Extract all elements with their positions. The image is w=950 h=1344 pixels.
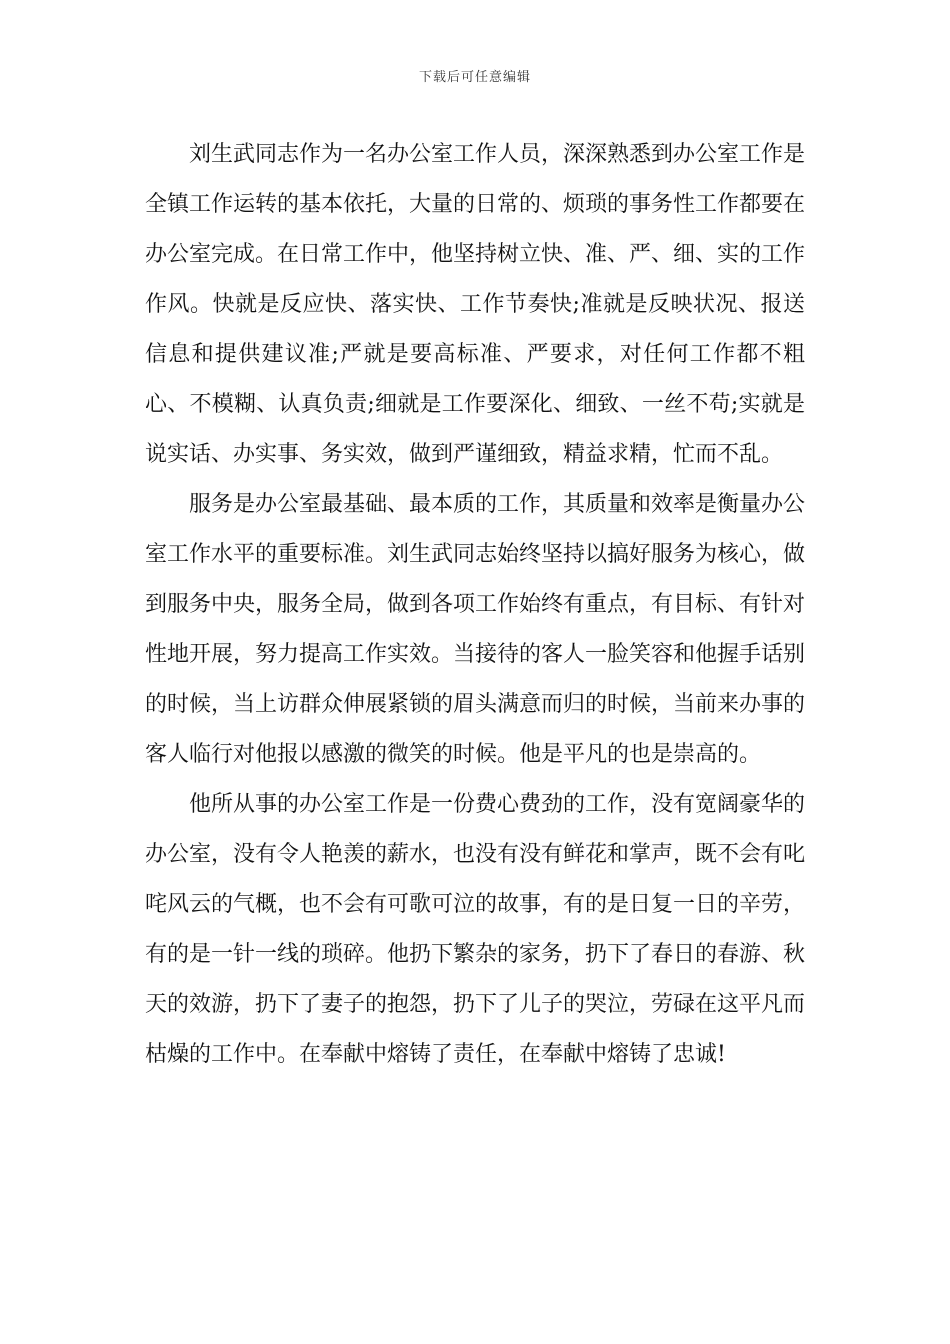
document-body <box>145 130 805 1080</box>
page-header: 下载后可任意编辑 <box>418 70 531 85</box>
paragraph-2: 服务是办公室最基础、最本质的工作，其质量和效率是衡量办公室工作水平的重要标准。刘生武同志始终坚持以搞好服务为核心，做到服务中央，服务全局，做到各项工作始终有重点，有目标、有针对性地开展，努力提高工作实效。当接待的客人一脸笑容和他握手话别的时候，当上访群众伸展紧锁的眉头满意而归的时候，当前来办事的客人临行对他报以感激的微笑的时候。他是平凡的也是崇高的。 <box>145 492 806 767</box>
paragraph-1: 刘生武同志作为一名办公室工作人员，深深熟悉到办公室工作是全镇工作运转的基本依托，大量的日常的、烦琐的事务性工作都要在办公室完成。在日常工作中，他坚持树立快、准、严、细、实的工作作风。快就是反应快、落实快、工作节奏快;准就是反映状况、报送信息和提供建议准;严就是要高标准、严要求，对任何工作都不粗心、不模糊、认真负责;细就是工作要深化、细致、一丝不苟;实就是说实话、办实事、务实效，做到严谨细致，精益求精，忙而不乱。 <box>145 142 806 467</box>
paragraph-3: 他所从事的办公室工作是一份费心费劲的工作，没有宽阔豪华的办公室，没有令人艳羡的薪水，也没有没有鲜花和掌声，既不会有叱咤风云的气概，也不会有可歌可泣的故事，有的是日复一日的辛劳，有的是一针一线的琐碎。他扔下繁杂的家务，扔下了春日的春游、秋天的效游，扔下了妻子的抱怨，扔下了儿子的哭泣，劳碌在这平凡而枯燥的工作中。在奉献中熔铸了责任，在奉献中熔铸了忠诚! <box>145 792 806 1067</box>
